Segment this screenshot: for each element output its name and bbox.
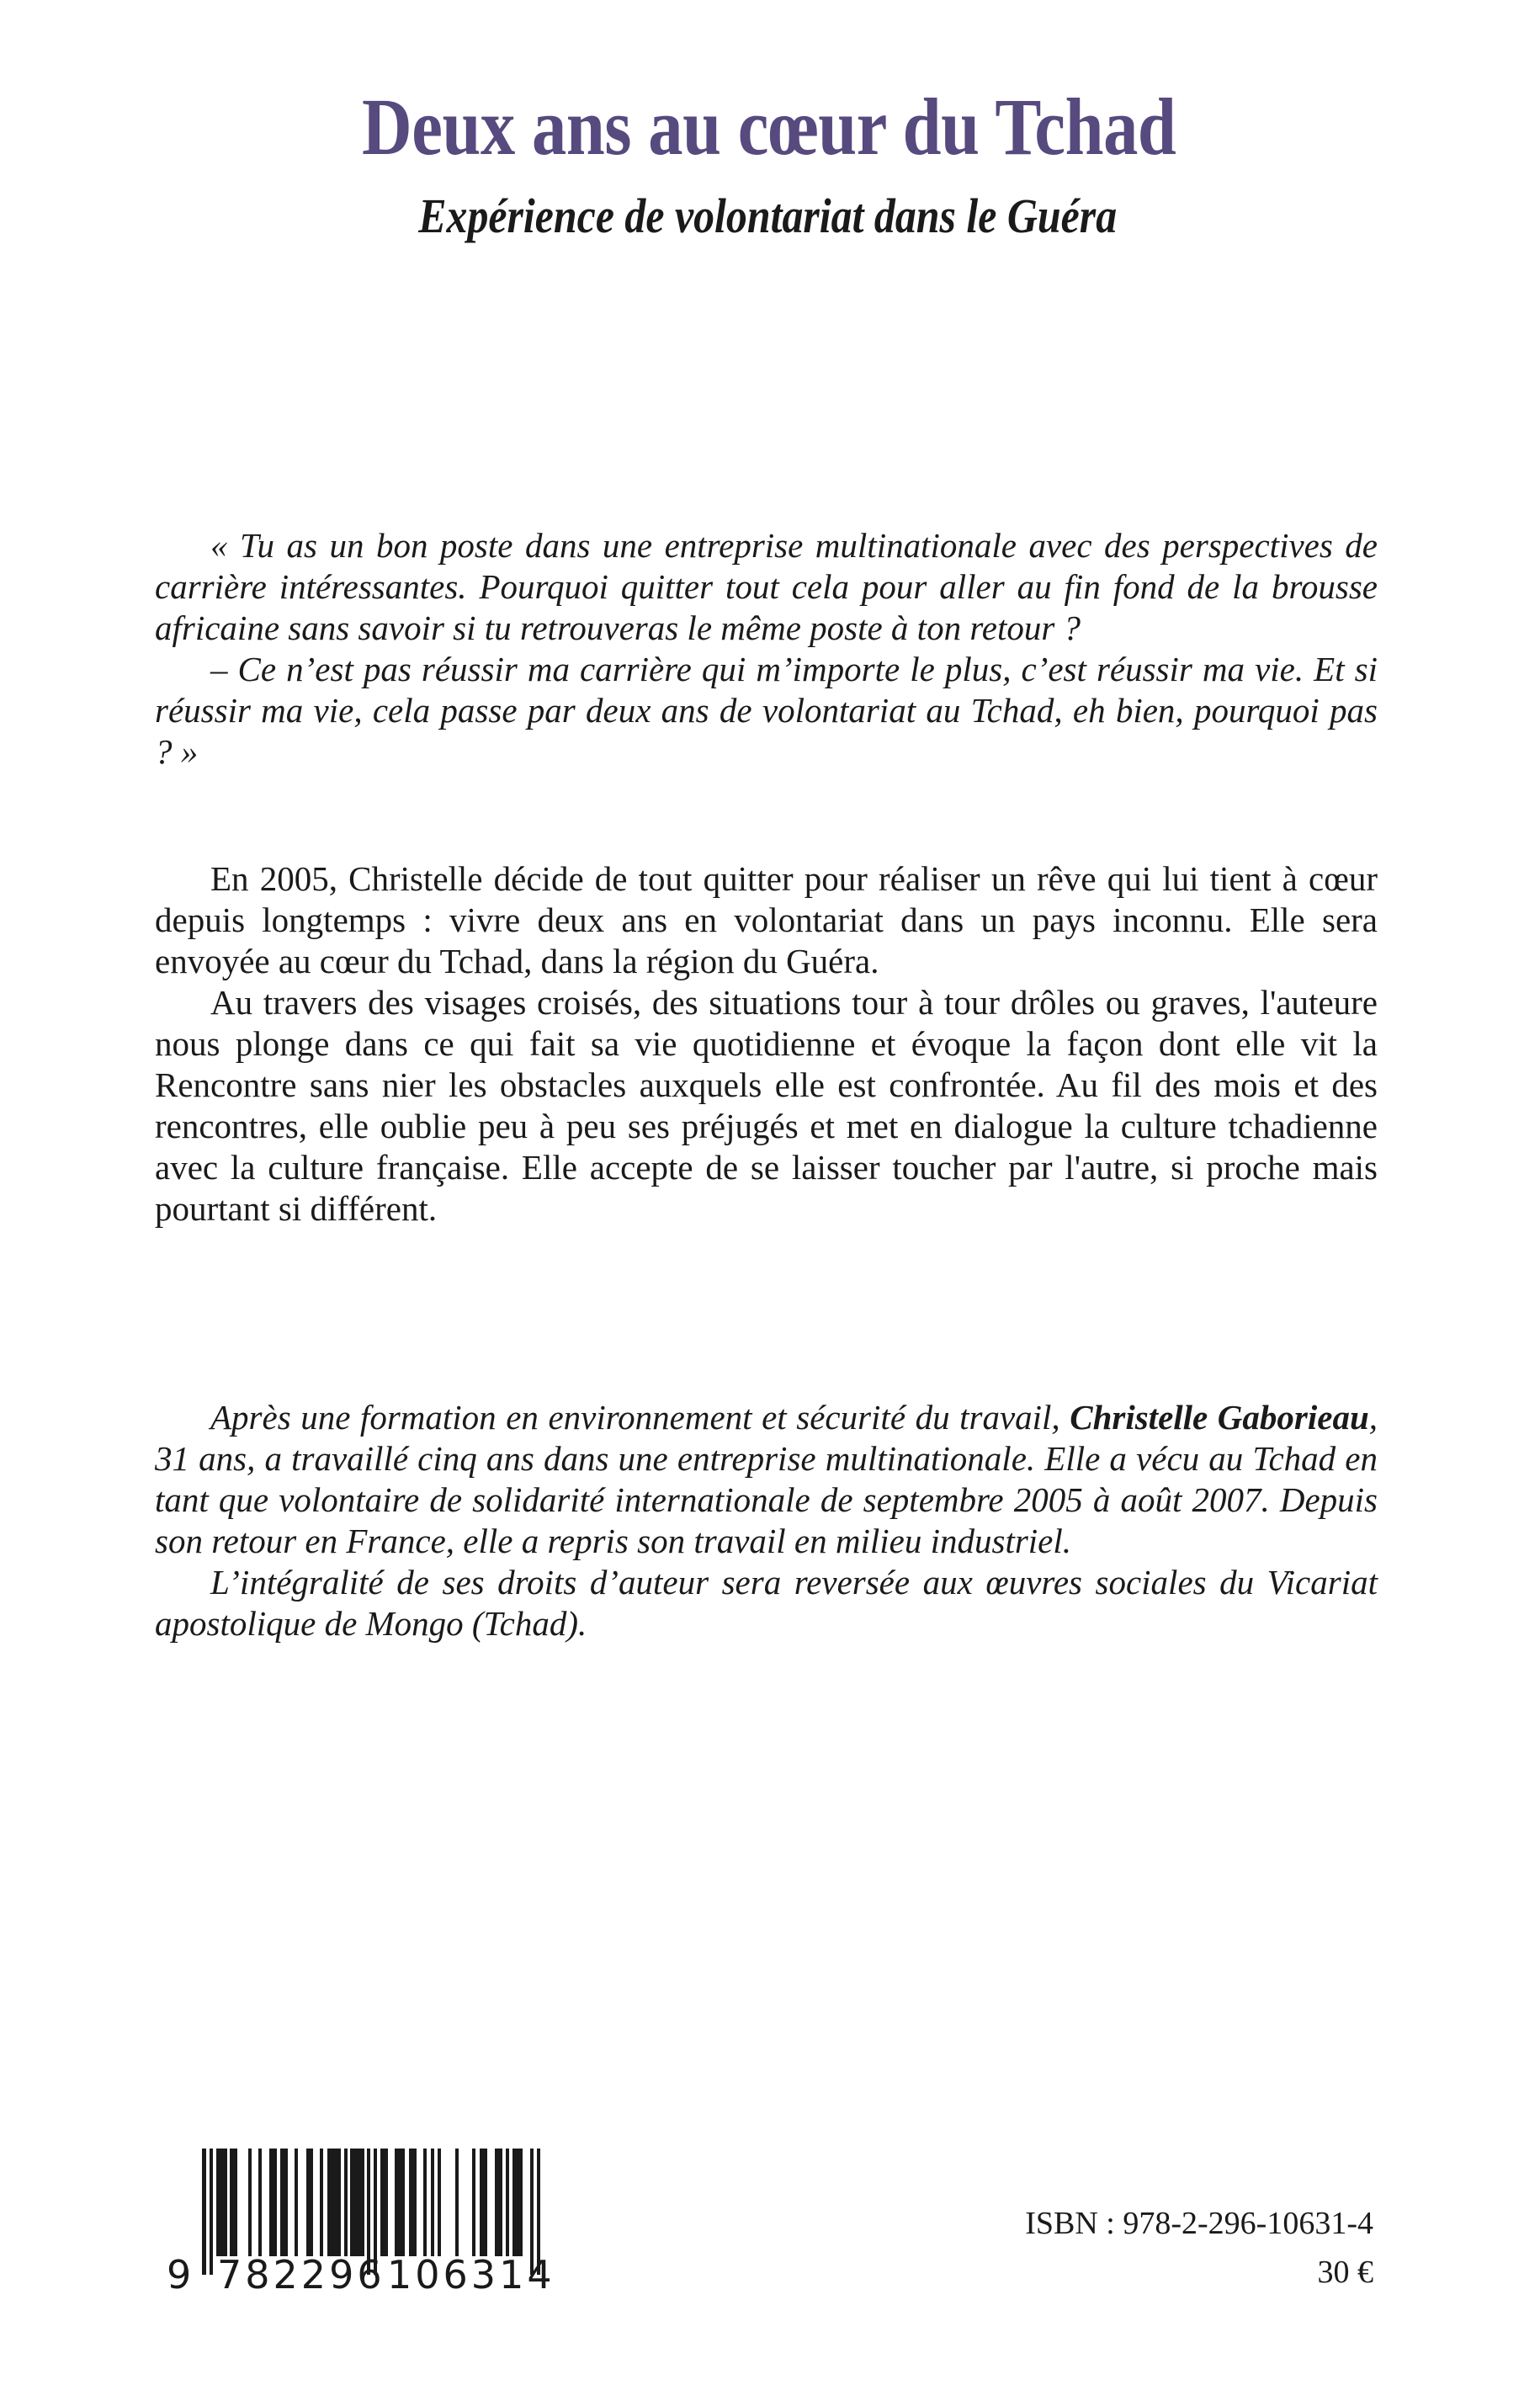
author-name: Christelle Gaborieau bbox=[1070, 1398, 1369, 1437]
opening-quote bbox=[155, 525, 1378, 773]
barcode-digit-prefix: 9 bbox=[167, 2252, 195, 2297]
book-subtitle: Expérience de volontariat dans le Guéra bbox=[418, 189, 1118, 243]
isbn: ISBN : 978-2-296-10631-4 bbox=[1025, 2206, 1373, 2241]
barcode-digits-right: 106314 bbox=[387, 2252, 555, 2297]
bio-rest: , 31 ans, a travaillé cinq ans dans une entreprise multinationale. Elle a vécu au Tchad en tant que volontaire de solidarité internationale de septembre 2005 à août 2007. Depuis son retour en France, elle a repris son travail en milieu industriel. bbox=[155, 1398, 1378, 1560]
quote-paragraph: « Tu as un bon poste dans une entreprise multinationale avec des perspectives de carrière intéressantes. Pourquoi quitter tout cela pour aller au fin fond de la brousse africaine sans savoir si tu retrouveras le même poste à ton retour ? bbox=[155, 526, 1378, 647]
bio-intro: Après une formation en environnement et sécurité du travail, bbox=[210, 1398, 1070, 1437]
summary-paragraph: Au travers des visages croisés, des situations tour à tour drôles ou graves, l'auteure nous plonge dans ce qui fait sa vie quotidienne et évoque la façon dont elle vit la Rencontre sans nier les obstacles auxquels elle est confrontée. Au fil des mois et des rencontres, elle oublie peu à peu ses préjugés et met en dialogue la culture tchadienne avec la culture française. Elle accepte de se laisser toucher par l'autre, si proche mais pourtant si différent. bbox=[155, 983, 1378, 1228]
author-bio bbox=[155, 1397, 1378, 1644]
barcode-digits-left: 782296 bbox=[217, 2252, 385, 2297]
summary-paragraph: En 2005, Christelle décide de tout quitter pour réaliser un rêve qui lui tient à cœur depuis longtemps : vivre deux ans en volontariat dans un pays inconnu. Elle sera envoyée au cœur du Tchad, dans la région du Guéra. bbox=[155, 859, 1378, 980]
quote-paragraph: – Ce n’est pas réussir ma carrière qui m’importe le plus, c’est réussir ma vie. Et si réussir ma vie, cela passe par deux ans de volontariat au Tchad, eh bien, pourquoi pas ? » bbox=[155, 650, 1378, 771]
book-title: Deux ans au cœur du Tchad bbox=[362, 82, 1176, 172]
book-summary bbox=[155, 858, 1378, 1230]
rights-paragraph: L’intégralité de ses droits d’auteur sera reversée aux œuvres sociales du Vicariat apostolique de Mongo (Tchad). bbox=[155, 1563, 1378, 1643]
bio-paragraph bbox=[155, 1397, 1378, 1562]
price: 30 € bbox=[1317, 2255, 1373, 2290]
